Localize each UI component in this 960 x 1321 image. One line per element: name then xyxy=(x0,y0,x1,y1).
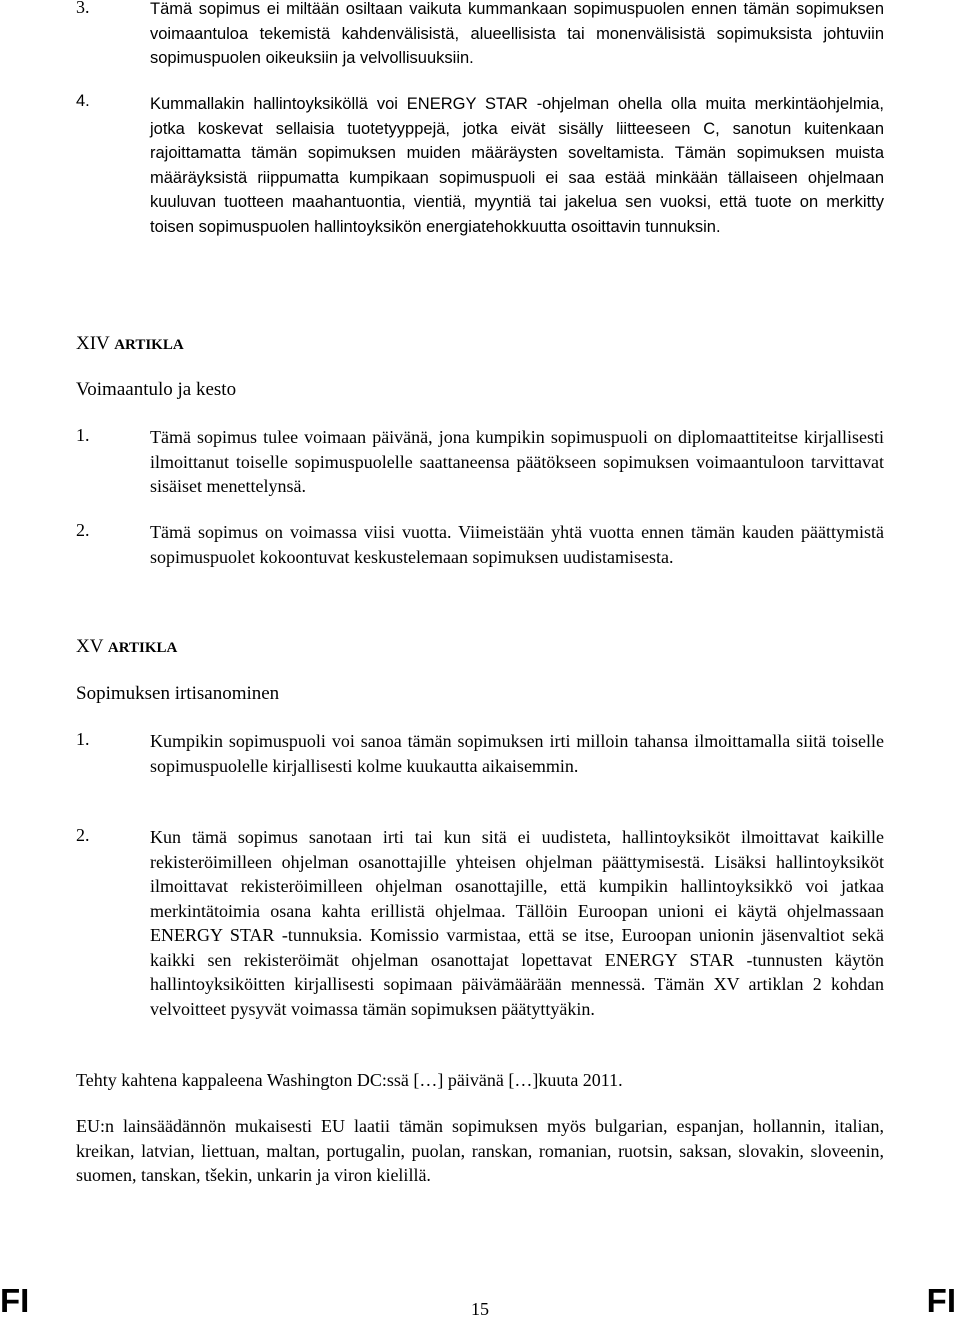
article-14-paragraph-2 xyxy=(76,520,884,569)
article-roman-numeral: XIV xyxy=(76,333,110,354)
paragraph-number: 2. xyxy=(76,825,90,845)
article-15-heading xyxy=(76,636,177,658)
paragraph-number: 2. xyxy=(76,520,90,540)
language-versions-statement: EU:n lainsäädännön mukaisesti EU laatii tämän sopimuksen myös bulgarian, espanjan, hollannin, italian, kreikan, latvian, liettuan, maltan, portugalin, puolan, ranskan, romanian, ruotsin, saksan, slovakin, sloveenin, suomen, tanskan, tšekin, unkarin ja viron kielillä. xyxy=(76,1116,884,1185)
done-at-statement: Tehty kahtena kappaleena Washington DC:ssä […] päivänä […]kuuta 2011. xyxy=(76,1070,623,1090)
paragraph-text: Kumpikin sopimuspuoli voi sanoa tämän sopimuksen irti milloin tahansa ilmoittamalla siitä toiselle sopimuspuolelle kirjallisesti kolme kuukautta aikaisemmin. xyxy=(150,731,884,776)
article-15-title: Sopimuksen irtisanominen xyxy=(76,683,280,704)
footer-language-left: FI xyxy=(0,1282,30,1319)
article-word: ARTIKLA xyxy=(107,640,178,656)
paragraph-3 xyxy=(76,0,884,71)
article-15-paragraph-1 xyxy=(76,729,884,778)
paragraph-4 xyxy=(76,92,884,239)
paragraph-number: 4. xyxy=(76,92,90,110)
article-14-heading xyxy=(76,333,184,355)
page-number: 15 xyxy=(471,1299,489,1319)
article-roman-numeral: XV xyxy=(76,636,104,657)
article-15-paragraph-2 xyxy=(76,825,884,1021)
paragraph-number: 3. xyxy=(76,0,90,17)
paragraph-text: Kun tämä sopimus sanotaan irti tai kun sitä ei uudisteta, hallintoyksiköt ilmoittavat kaikille rekisteröimilleen ohjelman osanottajille yhteisen ohjelman päättymisestä. Lisäksi hallintoyksiköt ilmoittavat rekisteröimilleen ohjelman osanottajille, että kumpikin hallintoyksikkö voi jatkaa merkintätoimia osana kahta erillistä ohjelmaa. Tällöin Euroopan unioni ei käytä ohjelmassaan ENERGY STAR -tunnuksia. Komissio varmistaa, että se itse, Euroopan unionin jäsenvaltiot sekä kaikki sen rekisteröimät ohjelman osanottajat lopettavat ENERGY STAR -tunnusten käytön hallintoyksiköitten kirjallisesti sopimaan päivämäärään mennessä. Tämän XV artiklan 2 kohdan velvoitteet pysyvät voimassa tämän sopimuksen päätyttyäkin. xyxy=(150,827,884,1019)
paragraph-text: Kummallakin hallintoyksiköllä voi ENERGY STAR -ohjelman ohella olla muita merkintäohjelmia, jotka koskevat sellaisia tuotetyyppejä, jotka eivät sisälly liitteeseen C, sanotun kuitenkaan rajoittamatta tämän sopimuksen muiden määräysten soveltamista. Tämän sopimuksen muista määräyksistä riippumatta kumpikaan sopimuspuoli ei saa estää minkään tällaiseen ohjelmaan kuuluvan tuotteen maahantuontia, vientiä, myyntiä tai jakelua sen vuoksi, että tuote on merkitty toisen sopimuspuolen hallintoyksikön energiatehokkuutta osoittavin tunnuksin. xyxy=(150,95,884,236)
paragraph-number: 1. xyxy=(76,425,90,445)
article-14-paragraph-1 xyxy=(76,425,884,499)
article-word: ARTIKLA xyxy=(114,337,184,353)
paragraph-text: Tämä sopimus ei miltään osiltaan vaikuta kummankaan sopimuspuolen ennen tämän sopimuksen voimaantuloa tekemistä kahdenvälisistä, alueellisista tai monenvälisistä sopimuksista johtuviin sopimuspuolen oikeuksiin ja velvollisuuksiin. xyxy=(150,0,884,67)
paragraph-text: Tämä sopimus on voimassa viisi vuotta. Viimeistään yhtä vuotta ennen tämän kauden päättymistä sopimuspuolet kokoontuvat keskustelemaan sopimuksen uudistamisesta. xyxy=(150,522,884,567)
paragraph-number: 1. xyxy=(76,729,90,749)
paragraph-text: Tämä sopimus tulee voimaan päivänä, jona kumpikin sopimuspuoli on diplomaattiteitse kirjallisesti ilmoittanut toiselle sopimuspuolelle saattaneensa päätökseen sopimuksen voimaantuloon tarvittavat sisäiset menettelynsä. xyxy=(150,427,884,496)
footer-language-right: FI xyxy=(926,1282,956,1319)
article-14-title: Voimaantulo ja kesto xyxy=(76,379,237,400)
